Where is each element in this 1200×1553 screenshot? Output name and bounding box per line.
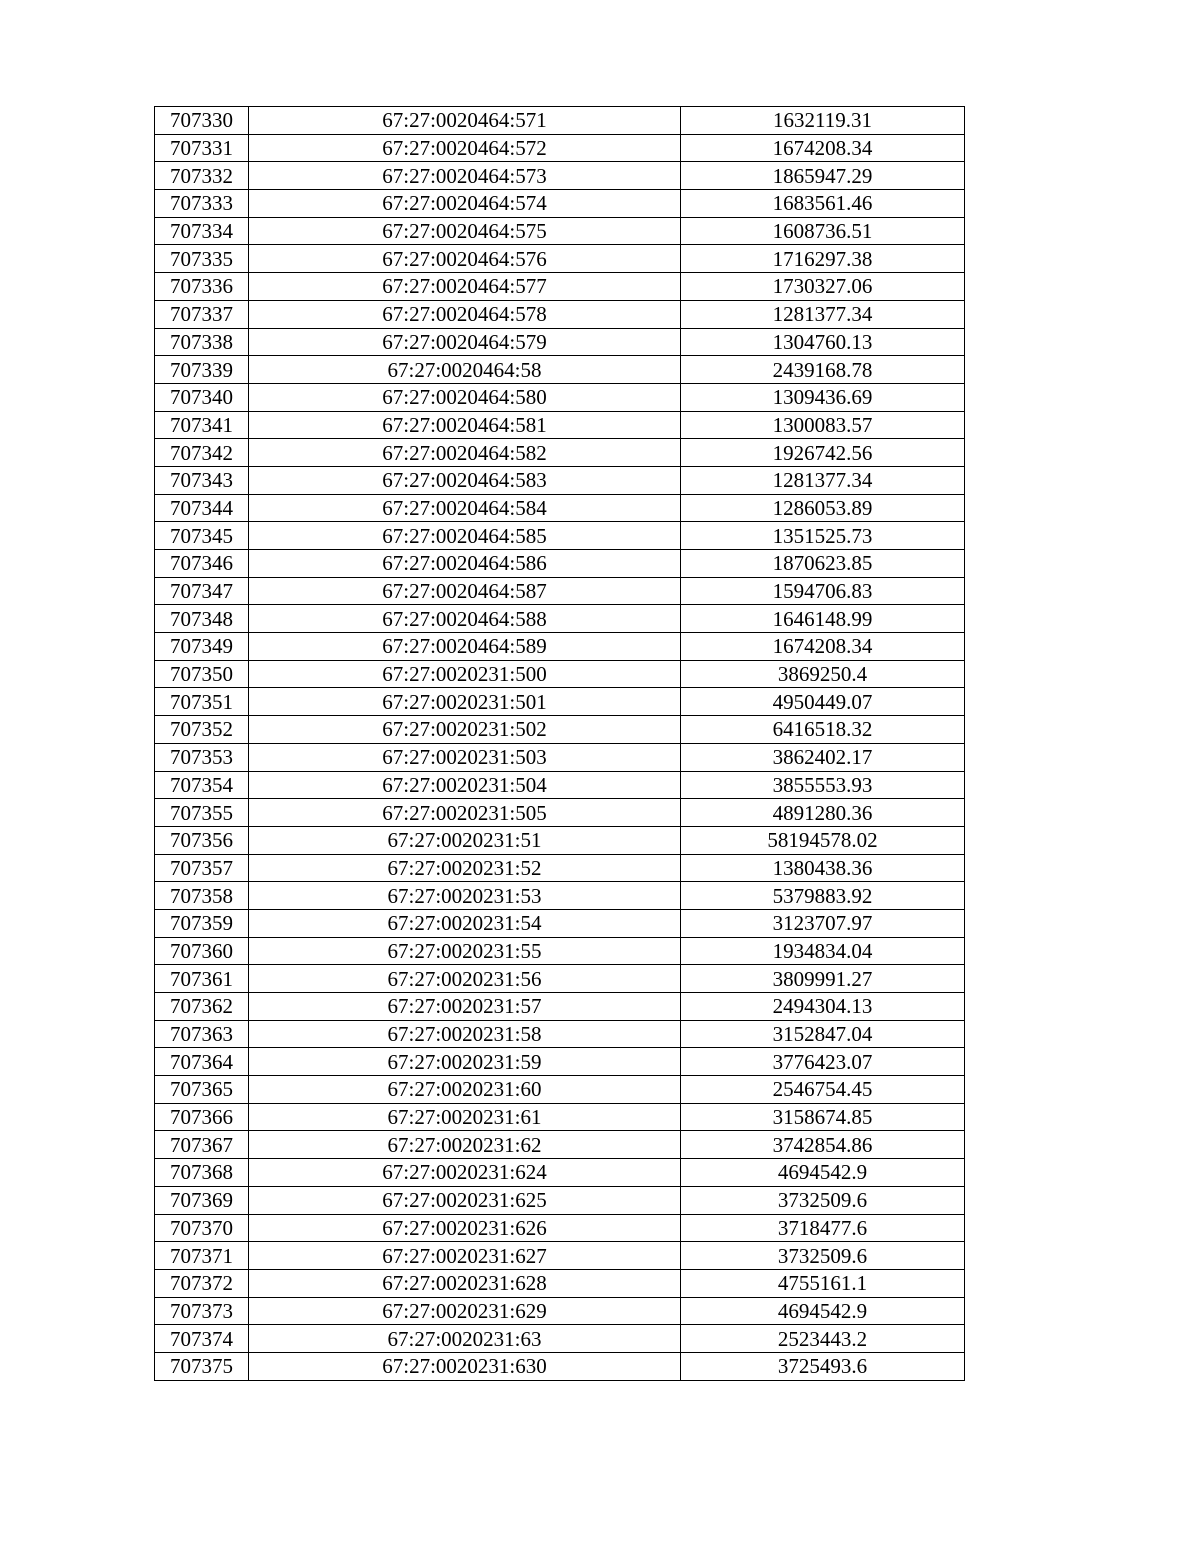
cadastral-value-cell: 3809991.27 (681, 965, 965, 993)
cadastral-number-cell: 67:27:0020464:584 (249, 494, 681, 522)
table-row (155, 1131, 965, 1159)
cadastral-number-cell: 67:27:0020231:62 (249, 1131, 681, 1159)
row-number-cell: 707360 (155, 937, 249, 965)
row-number-cell: 707336 (155, 273, 249, 301)
row-number-cell: 707367 (155, 1131, 249, 1159)
cadastral-value-cell: 1674208.34 (681, 134, 965, 162)
cadastral-value-cell: 1646148.99 (681, 605, 965, 633)
cadastral-number-cell: 67:27:0020464:587 (249, 577, 681, 605)
cadastral-value-cell: 4755161.1 (681, 1269, 965, 1297)
table-row (155, 245, 965, 273)
cadastral-number-cell: 67:27:0020464:579 (249, 328, 681, 356)
cadastral-number-cell: 67:27:0020231:625 (249, 1186, 681, 1214)
cadastral-number-cell: 67:27:0020464:58 (249, 356, 681, 384)
row-number-cell: 707349 (155, 633, 249, 661)
table-row (155, 688, 965, 716)
row-number-cell: 707350 (155, 660, 249, 688)
cadastral-number-cell: 67:27:0020231:56 (249, 965, 681, 993)
cadastral-number-cell: 67:27:0020464:571 (249, 107, 681, 135)
table-row (155, 1186, 965, 1214)
cadastral-number-cell: 67:27:0020231:627 (249, 1242, 681, 1270)
cadastral-number-cell: 67:27:0020464:573 (249, 162, 681, 190)
cadastral-value-cell: 1380438.36 (681, 854, 965, 882)
cadastral-value-cell: 3718477.6 (681, 1214, 965, 1242)
cadastral-number-cell: 67:27:0020464:572 (249, 134, 681, 162)
row-number-cell: 707351 (155, 688, 249, 716)
row-number-cell: 707339 (155, 356, 249, 384)
table-row (155, 771, 965, 799)
cadastral-value-cell: 3855553.93 (681, 771, 965, 799)
cadastral-value-cell: 1870623.85 (681, 550, 965, 578)
table-row (155, 1352, 965, 1380)
cadastral-number-cell: 67:27:0020231:53 (249, 882, 681, 910)
cadastral-number-cell: 67:27:0020464:581 (249, 411, 681, 439)
cadastral-value-cell: 4950449.07 (681, 688, 965, 716)
table-row (155, 1297, 965, 1325)
cadastral-value-cell: 4891280.36 (681, 799, 965, 827)
cadastral-value-cell: 1594706.83 (681, 577, 965, 605)
cadastral-number-cell: 67:27:0020464:588 (249, 605, 681, 633)
cadastral-value-cell: 1674208.34 (681, 633, 965, 661)
row-number-cell: 707343 (155, 466, 249, 494)
cadastral-value-cell: 1309436.69 (681, 383, 965, 411)
cadastral-number-cell: 67:27:0020464:589 (249, 633, 681, 661)
table-row (155, 356, 965, 384)
row-number-cell: 707363 (155, 1020, 249, 1048)
cadastral-value-cell: 3776423.07 (681, 1048, 965, 1076)
row-number-cell: 707366 (155, 1103, 249, 1131)
cadastral-value-table (154, 106, 965, 1381)
table-row (155, 383, 965, 411)
row-number-cell: 707347 (155, 577, 249, 605)
table-row (155, 605, 965, 633)
table-row (155, 273, 965, 301)
table-row (155, 854, 965, 882)
cadastral-value-cell: 1683561.46 (681, 190, 965, 218)
cadastral-value-cell: 1865947.29 (681, 162, 965, 190)
row-number-cell: 707335 (155, 245, 249, 273)
row-number-cell: 707348 (155, 605, 249, 633)
cadastral-value-cell: 3123707.97 (681, 909, 965, 937)
row-number-cell: 707341 (155, 411, 249, 439)
table-row (155, 328, 965, 356)
row-number-cell: 707330 (155, 107, 249, 135)
cadastral-number-cell: 67:27:0020231:630 (249, 1352, 681, 1380)
table-row (155, 882, 965, 910)
table-row (155, 937, 965, 965)
cadastral-value-cell: 1632119.31 (681, 107, 965, 135)
cadastral-number-cell: 67:27:0020464:575 (249, 217, 681, 245)
cadastral-value-cell: 3869250.4 (681, 660, 965, 688)
table-row (155, 1214, 965, 1242)
cadastral-number-cell: 67:27:0020231:51 (249, 826, 681, 854)
cadastral-value-cell: 2439168.78 (681, 356, 965, 384)
table-row (155, 439, 965, 467)
table-row (155, 799, 965, 827)
row-number-cell: 707333 (155, 190, 249, 218)
cadastral-value-cell: 2523443.2 (681, 1325, 965, 1353)
table-row (155, 1020, 965, 1048)
cadastral-value-cell: 6416518.32 (681, 716, 965, 744)
table-row (155, 1159, 965, 1187)
cadastral-number-cell: 67:27:0020231:63 (249, 1325, 681, 1353)
row-number-cell: 707358 (155, 882, 249, 910)
cadastral-value-cell: 2494304.13 (681, 993, 965, 1021)
row-number-cell: 707345 (155, 522, 249, 550)
table-row (155, 494, 965, 522)
table-row (155, 107, 965, 135)
cadastral-number-cell: 67:27:0020464:583 (249, 466, 681, 494)
row-number-cell: 707340 (155, 383, 249, 411)
table-row (155, 466, 965, 494)
cadastral-value-cell: 4694542.9 (681, 1159, 965, 1187)
row-number-cell: 707374 (155, 1325, 249, 1353)
cadastral-number-cell: 67:27:0020464:580 (249, 383, 681, 411)
cadastral-value-cell: 58194578.02 (681, 826, 965, 854)
table-row (155, 550, 965, 578)
cadastral-number-cell: 67:27:0020231:624 (249, 1159, 681, 1187)
table-row (155, 190, 965, 218)
row-number-cell: 707355 (155, 799, 249, 827)
cadastral-number-cell: 67:27:0020231:58 (249, 1020, 681, 1048)
row-number-cell: 707364 (155, 1048, 249, 1076)
cadastral-value-cell: 3152847.04 (681, 1020, 965, 1048)
row-number-cell: 707359 (155, 909, 249, 937)
cadastral-number-cell: 67:27:0020464:585 (249, 522, 681, 550)
table-row (155, 716, 965, 744)
cadastral-number-cell: 67:27:0020464:574 (249, 190, 681, 218)
cadastral-number-cell: 67:27:0020231:626 (249, 1214, 681, 1242)
table-row (155, 1048, 965, 1076)
cadastral-value-cell: 3732509.6 (681, 1186, 965, 1214)
row-number-cell: 707354 (155, 771, 249, 799)
row-number-cell: 707338 (155, 328, 249, 356)
cadastral-value-cell: 1730327.06 (681, 273, 965, 301)
row-number-cell: 707331 (155, 134, 249, 162)
cadastral-value-cell: 3732509.6 (681, 1242, 965, 1270)
table-row (155, 217, 965, 245)
cadastral-value-cell: 1934834.04 (681, 937, 965, 965)
cadastral-number-cell: 67:27:0020231:61 (249, 1103, 681, 1131)
cadastral-number-cell: 67:27:0020464:576 (249, 245, 681, 273)
cadastral-value-cell: 5379883.92 (681, 882, 965, 910)
cadastral-value-cell: 4694542.9 (681, 1297, 965, 1325)
table-row (155, 743, 965, 771)
table-row (155, 1076, 965, 1104)
cadastral-number-cell: 67:27:0020231:500 (249, 660, 681, 688)
table-row (155, 411, 965, 439)
table-row (155, 993, 965, 1021)
table-row (155, 909, 965, 937)
row-number-cell: 707370 (155, 1214, 249, 1242)
row-number-cell: 707352 (155, 716, 249, 744)
row-number-cell: 707371 (155, 1242, 249, 1270)
cadastral-value-cell: 1351525.73 (681, 522, 965, 550)
table-row (155, 1242, 965, 1270)
cadastral-value-cell: 1926742.56 (681, 439, 965, 467)
table-body (155, 107, 965, 1381)
cadastral-number-cell: 67:27:0020231:59 (249, 1048, 681, 1076)
table-row (155, 1325, 965, 1353)
cadastral-value-cell: 1304760.13 (681, 328, 965, 356)
table-row (155, 965, 965, 993)
table-row (155, 660, 965, 688)
cadastral-number-cell: 67:27:0020231:55 (249, 937, 681, 965)
cadastral-value-cell: 1716297.38 (681, 245, 965, 273)
cadastral-number-cell: 67:27:0020231:629 (249, 1297, 681, 1325)
row-number-cell: 707346 (155, 550, 249, 578)
cadastral-number-cell: 67:27:0020464:578 (249, 300, 681, 328)
cadastral-value-cell: 1281377.34 (681, 300, 965, 328)
row-number-cell: 707332 (155, 162, 249, 190)
cadastral-value-cell: 3725493.6 (681, 1352, 965, 1380)
row-number-cell: 707369 (155, 1186, 249, 1214)
cadastral-number-cell: 67:27:0020231:60 (249, 1076, 681, 1104)
row-number-cell: 707375 (155, 1352, 249, 1380)
row-number-cell: 707357 (155, 854, 249, 882)
cadastral-number-cell: 67:27:0020231:52 (249, 854, 681, 882)
cadastral-number-cell: 67:27:0020231:502 (249, 716, 681, 744)
row-number-cell: 707372 (155, 1269, 249, 1297)
cadastral-number-cell: 67:27:0020231:54 (249, 909, 681, 937)
table-row (155, 134, 965, 162)
table-row (155, 633, 965, 661)
table-row (155, 1269, 965, 1297)
cadastral-number-cell: 67:27:0020231:503 (249, 743, 681, 771)
row-number-cell: 707344 (155, 494, 249, 522)
cadastral-number-cell: 67:27:0020231:504 (249, 771, 681, 799)
row-number-cell: 707368 (155, 1159, 249, 1187)
row-number-cell: 707362 (155, 993, 249, 1021)
row-number-cell: 707353 (155, 743, 249, 771)
table-row (155, 300, 965, 328)
cadastral-value-cell: 1300083.57 (681, 411, 965, 439)
table-row (155, 1103, 965, 1131)
row-number-cell: 707373 (155, 1297, 249, 1325)
row-number-cell: 707361 (155, 965, 249, 993)
cadastral-number-cell: 67:27:0020464:586 (249, 550, 681, 578)
cadastral-number-cell: 67:27:0020231:628 (249, 1269, 681, 1297)
cadastral-value-cell: 3862402.17 (681, 743, 965, 771)
row-number-cell: 707337 (155, 300, 249, 328)
row-number-cell: 707356 (155, 826, 249, 854)
cadastral-value-cell: 3158674.85 (681, 1103, 965, 1131)
cadastral-value-cell: 1281377.34 (681, 466, 965, 494)
table-row (155, 522, 965, 550)
cadastral-value-cell: 1608736.51 (681, 217, 965, 245)
cadastral-number-cell: 67:27:0020231:501 (249, 688, 681, 716)
cadastral-value-cell: 2546754.45 (681, 1076, 965, 1104)
table-row (155, 162, 965, 190)
row-number-cell: 707342 (155, 439, 249, 467)
cadastral-number-cell: 67:27:0020464:582 (249, 439, 681, 467)
cadastral-number-cell: 67:27:0020231:57 (249, 993, 681, 1021)
row-number-cell: 707365 (155, 1076, 249, 1104)
cadastral-value-cell: 3742854.86 (681, 1131, 965, 1159)
cadastral-number-cell: 67:27:0020231:505 (249, 799, 681, 827)
table-row (155, 826, 965, 854)
row-number-cell: 707334 (155, 217, 249, 245)
cadastral-number-cell: 67:27:0020464:577 (249, 273, 681, 301)
cadastral-value-cell: 1286053.89 (681, 494, 965, 522)
table-row (155, 577, 965, 605)
